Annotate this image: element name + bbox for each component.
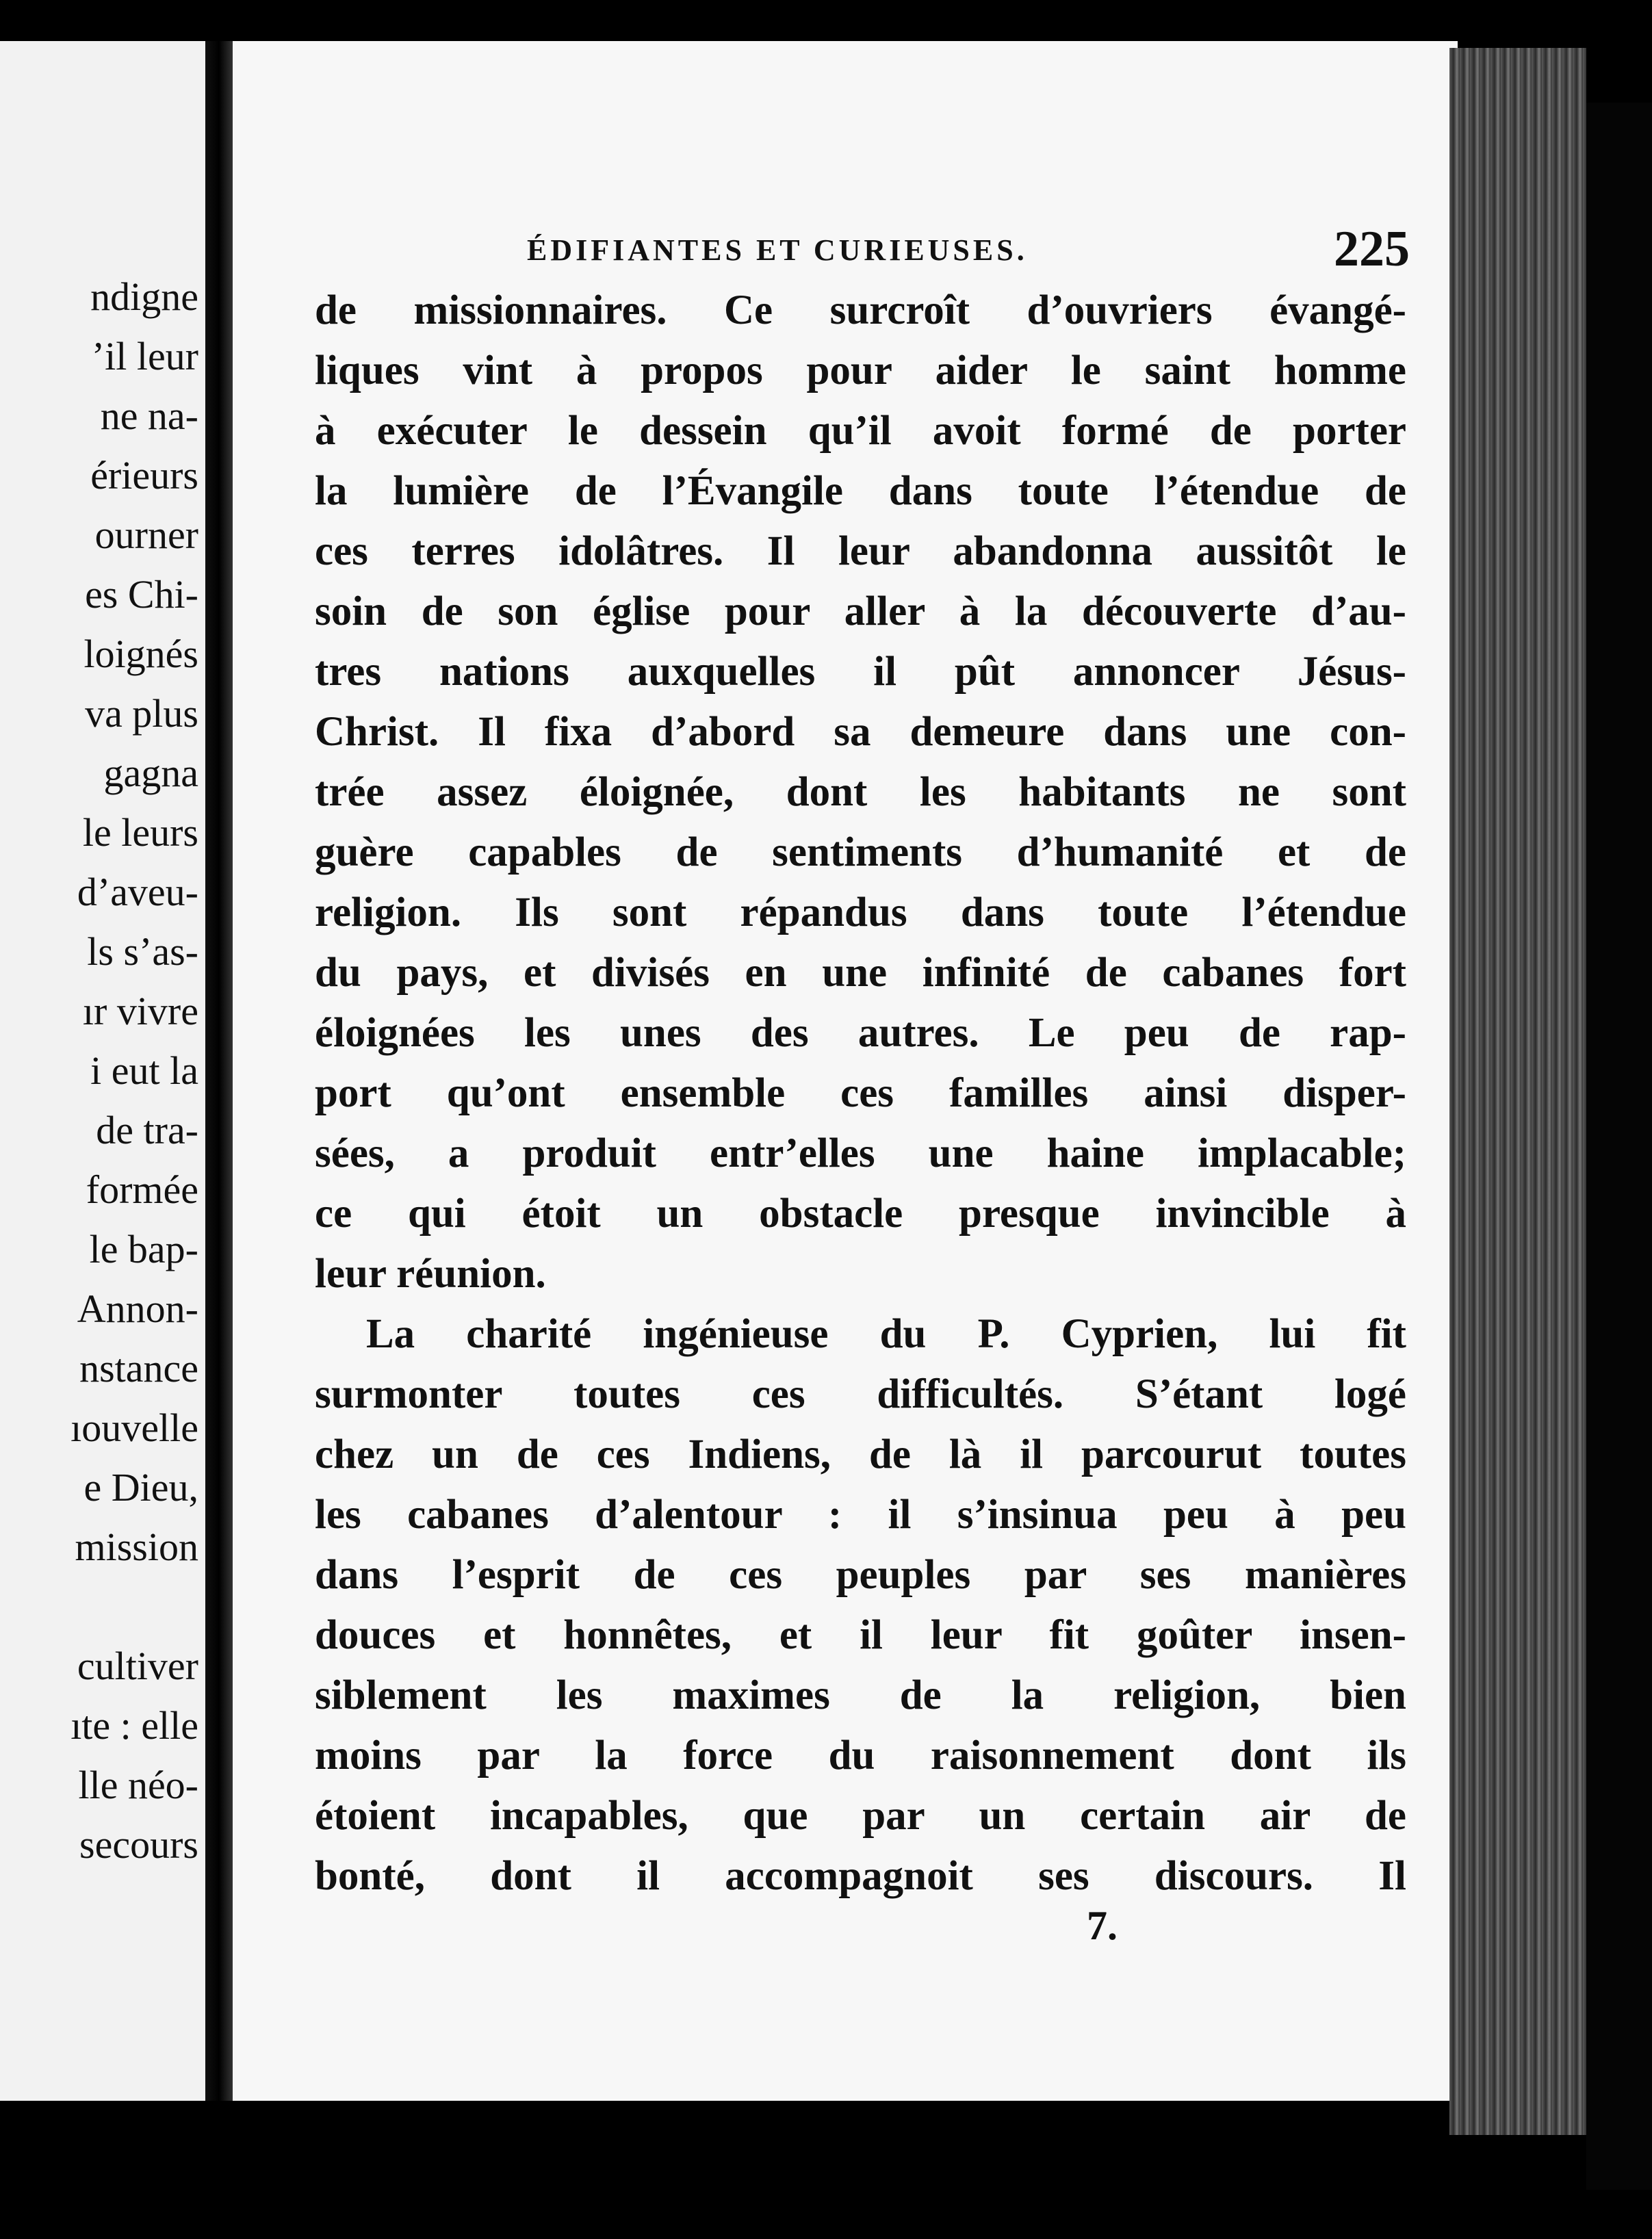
left-line: de tra-: [96, 1108, 198, 1152]
page-number: 225: [1334, 221, 1410, 277]
text-line: soin de son église pour aller à la découverte d’au-: [315, 588, 1406, 634]
left-line: loignés: [83, 632, 198, 676]
text-line: moins par la force du raisonnement dont ils: [315, 1733, 1406, 1778]
text-line: ces terres idolâtres. Il leur abandonna aussitôt le: [315, 528, 1406, 574]
left-line: ne na-: [100, 393, 198, 438]
left-page: [0, 41, 205, 2101]
left-line: lle néo-: [78, 1763, 198, 1807]
left-line: va plus: [85, 691, 198, 736]
text-line: La charité ingénieuse du P. Cyprien, lui fit: [366, 1311, 1406, 1357]
text-line: étoient incapables, que par un certain air de: [315, 1793, 1406, 1839]
text-line: port qu’ont ensemble ces familles ainsi disper-: [315, 1070, 1406, 1116]
text-line: la lumière de l’Évangile dans toute l’étendue de: [315, 468, 1406, 514]
left-line: cultiver: [77, 1644, 198, 1688]
left-line: [0, 1577, 198, 1636]
left-line: ourner: [94, 513, 198, 557]
text-line: à exécuter le dessein qu’il avoit formé de porter: [315, 408, 1406, 454]
left-line: i eut la: [90, 1048, 198, 1093]
left-line: ls s’as-: [87, 929, 198, 974]
left-line: nstance: [79, 1346, 198, 1390]
body-text: [315, 281, 1406, 1906]
left-line: secours: [79, 1822, 198, 1867]
text-line: douces et honnêtes, et il leur fit goûter insen-: [315, 1612, 1406, 1658]
left-line: ndigne: [90, 274, 198, 319]
text-line: surmonter toutes ces difficultés. S’étant logé: [315, 1371, 1406, 1417]
left-line: es Chi-: [85, 572, 198, 617]
left-line: e Dieu,: [83, 1465, 198, 1510]
text-line: siblement les maximes de la religion, bien: [315, 1672, 1406, 1718]
left-line: mission: [75, 1525, 198, 1569]
left-line: ıouvelle: [70, 1406, 198, 1450]
left-line: érieurs: [90, 453, 198, 497]
right-page: [233, 41, 1458, 2101]
text-line: liques vint à propos pour aider le saint homme: [315, 348, 1406, 393]
left-line: ’il leur: [91, 334, 198, 378]
text-line: religion. Ils sont répandus dans toute l’étendue: [315, 890, 1406, 935]
text-line: bonté, dont il accompagnoit ses discours. Il: [315, 1853, 1406, 1899]
left-line: ır vivre: [82, 989, 198, 1033]
text-line: du pays, et divisés en une infinité de cabanes fort: [315, 950, 1406, 996]
text-line: Christ. Il fixa d’abord sa demeure dans une con-: [315, 709, 1406, 755]
running-head-title: ÉDIFIANTES ET CURIEUSES.: [527, 233, 1028, 267]
left-line: le bap-: [89, 1227, 198, 1271]
running-head: [233, 221, 1458, 286]
left-line: d’aveu-: [77, 870, 198, 914]
left-line: gagna: [103, 751, 198, 795]
left-page-text: [0, 267, 198, 1874]
text-line: guère capables de sentiments d’humanité et de: [315, 829, 1406, 875]
text-line: ce qui étoit un obstacle presque invincible à: [315, 1191, 1406, 1237]
scan-border: [1586, 103, 1652, 2190]
left-line: ıte : elle: [70, 1703, 198, 1748]
text-line: éloignées les unes des autres. Le peu de rap-: [315, 1010, 1406, 1056]
book-gutter: [205, 41, 233, 2101]
text-line: de missionnaires. Ce surcroît d’ouvriers évangé-: [315, 287, 1406, 333]
page-edges: [1449, 48, 1586, 2135]
text-line: leur réunion.: [315, 1251, 546, 1297]
text-line: sées, a produit entr’elles une haine implacable;: [315, 1130, 1406, 1176]
text-line: trée assez éloignée, dont les habitants ne sont: [315, 769, 1406, 815]
signature-mark: 7.: [1087, 1903, 1118, 1948]
left-line: Annon-: [77, 1286, 198, 1331]
text-line: tres nations auxquelles il pût annoncer Jésus-: [315, 649, 1406, 695]
text-line: chez un de ces Indiens, de là il parcourut toutes: [315, 1432, 1406, 1477]
left-line: formée: [86, 1167, 198, 1212]
left-line: le leurs: [82, 810, 198, 855]
text-line: les cabanes d’alentour : il s’insinua peu à peu: [315, 1492, 1406, 1538]
text-line: dans l’esprit de ces peuples par ses manières: [315, 1552, 1406, 1598]
